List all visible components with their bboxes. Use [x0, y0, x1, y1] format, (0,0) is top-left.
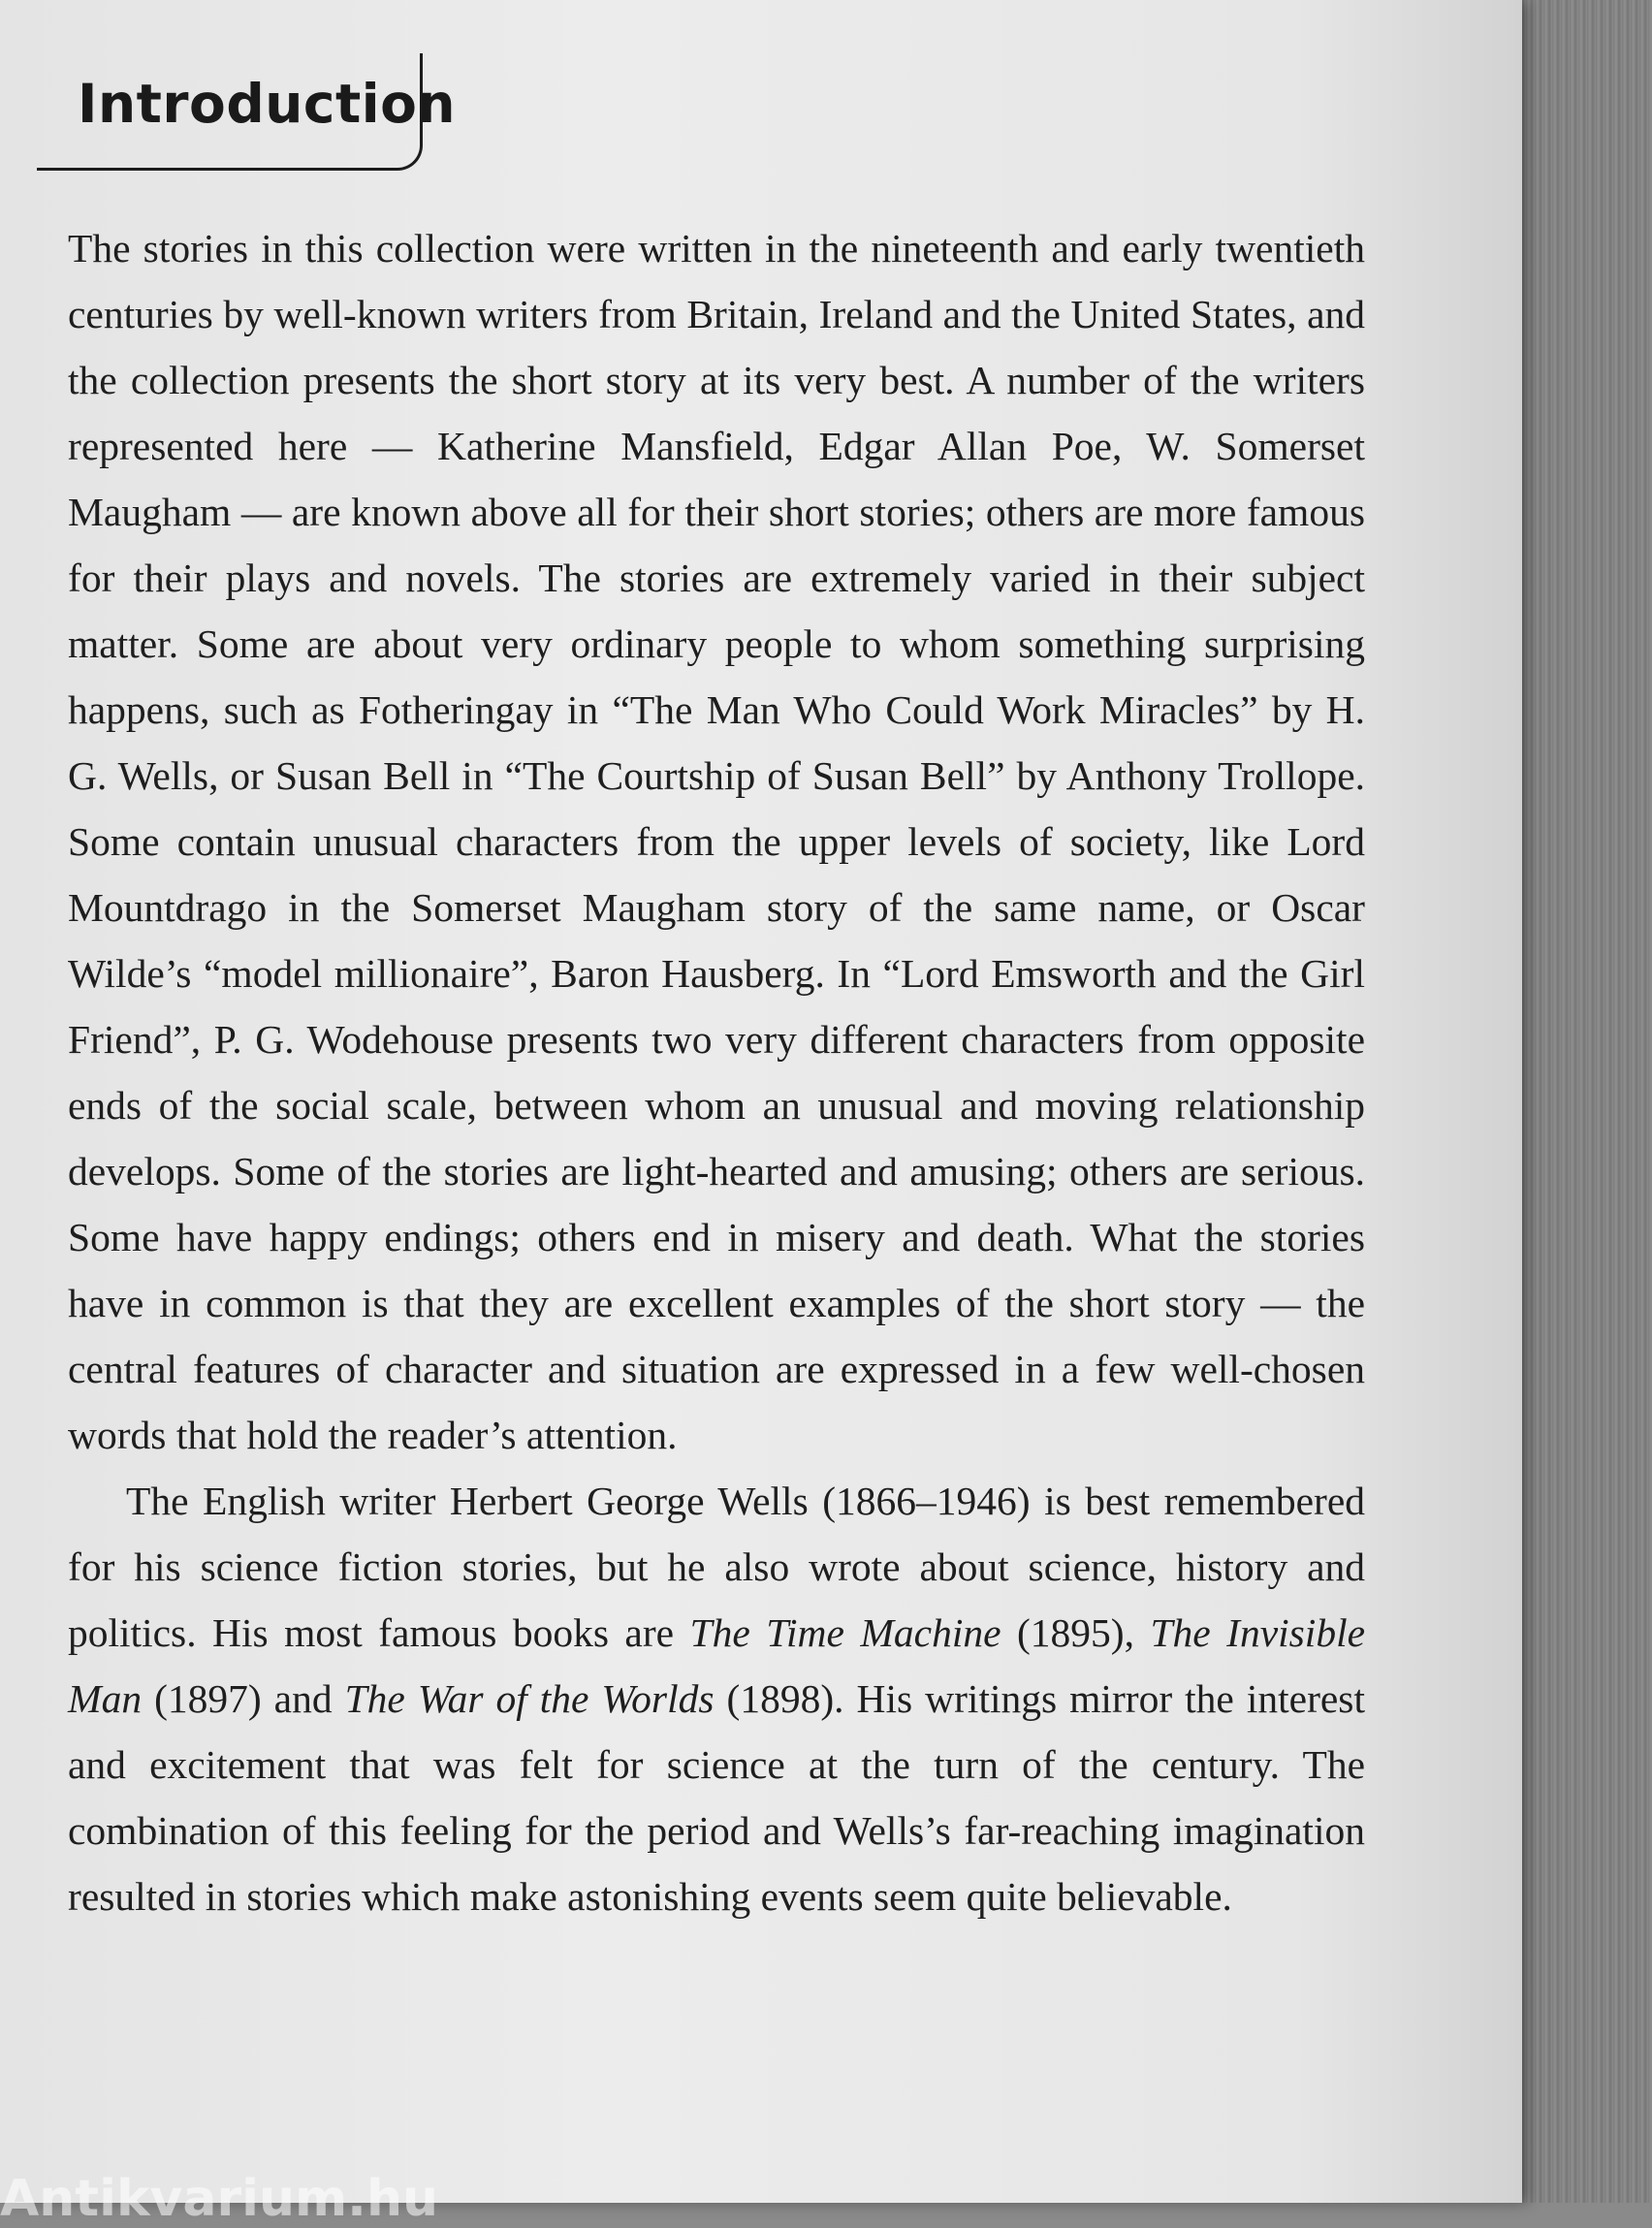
wells-text-2: (1895),	[1001, 1610, 1151, 1655]
heading-frame	[37, 53, 457, 171]
paragraph-wells	[68, 1468, 1365, 1929]
paragraph-intro: The stories in this collection were written in the nineteenth and early twentieth centuries by well-known writers from Britain, Ireland and the United States, and the collection presents the short story at its very best. A number of the writers represented here — Katherine Mansfield, Edgar Allan Poe, W. Somerset Maugham — are known above all for their short stories; others are more famous for their plays and novels. The stories are extremely varied in their subject matter. Some are about very ordinary people to whom something surprising happens, such as Fotheringay in “The Man Who Could Work Miracles” by H. G. Wells, or Susan Bell in “The Courtship of Susan Bell” by Anthony Trollope. Some contain unusual characters from the upper levels of society, like Lord Mountdrago in the Somerset Maugham story of the same name, or Oscar Wilde’s “model millionaire”, Baron Hausberg. In “Lord Emsworth and the Girl Friend”, P. G. Wodehouse presents two very different characters from opposite ends of the social scale, between whom an unusual and moving relationship develops. Some of the stories are light-hearted and amusing; others are serious. Some have happy endings; others end in misery and death. What the stories have in common is that they are excellent examples of the short story — the central features of character and situation are expressed in a few well-chosen words that hold the reader’s attention.	[68, 226, 1365, 1457]
body-text	[68, 215, 1365, 1929]
book-page-edges	[1509, 0, 1652, 2203]
wells-text-3: (1897) and	[142, 1676, 345, 1721]
wells-text-4: (1898). His writings mirror the interest and excitement that was felt for science at the turn of the century. The combination of this feeling for the period and Wells’s far-reaching imagination resulted in stories which make astonishing events seem quite believable.	[68, 1676, 1365, 1919]
book-title-time-machine: The Time Machine	[689, 1610, 1001, 1655]
wells-text-1: The English writer Herbert George Wells (1866–1946) is best remembered for his science fiction stories, but he also wrote about science, history and politics. His most famous books are	[68, 1479, 1365, 1655]
book-title-war-of-the-worlds: The War of the Worlds	[344, 1676, 715, 1721]
book-title-invisible-man: The Invisible Man	[68, 1610, 1366, 1721]
page-heading: Introduction	[78, 73, 457, 135]
watermark: Antikvarium.hu	[0, 2170, 438, 2228]
